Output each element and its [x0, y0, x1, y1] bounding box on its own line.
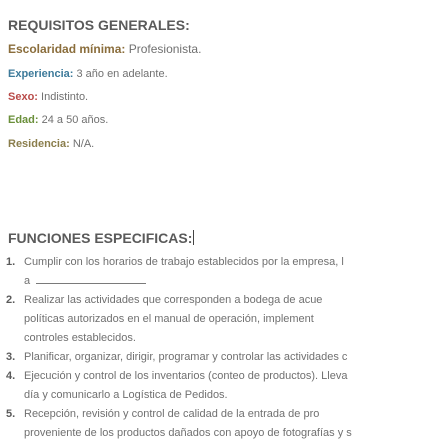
- list-item-number: 4.: [6, 370, 16, 382]
- list-item-number: 2.: [6, 294, 16, 306]
- list-item-text: día y comunicarlo a Logística de Pedidos.: [24, 389, 228, 401]
- list-item-text: Realizar las actividades que corresponden a bodega de acue: [24, 294, 323, 306]
- requirement-value: 3 año en adelante.: [76, 68, 168, 80]
- requirement-residence: [8, 138, 94, 150]
- list-item: [6, 291, 448, 348]
- requirement-label: Escolaridad mínima:: [8, 42, 126, 56]
- list-item: [6, 367, 448, 405]
- functions-list: [6, 253, 448, 443]
- list-item-text: Planificar, organizar, dirigir, programar y controlar las actividades c: [24, 351, 348, 363]
- requirement-value: N/A.: [72, 138, 95, 150]
- list-item-text: políticas autorizados en el manual de operación, implement: [24, 313, 314, 325]
- list-item-number: 1.: [6, 256, 16, 268]
- requirement-age: [8, 114, 108, 126]
- list-item-number: 3.: [6, 351, 16, 363]
- list-item-text: Ejecución y control de los inventarios (conteo de productos). Lleva: [24, 370, 348, 382]
- list-item-number: 5.: [6, 408, 16, 420]
- text-cursor: [193, 230, 194, 245]
- requirement-value: Profesionista.: [128, 42, 202, 56]
- list-item-text: proveniente de los productos dañados con apoyo de fotografías y s: [24, 427, 352, 439]
- requirement-education: [8, 42, 201, 56]
- requirement-value: Indistinto.: [41, 91, 89, 103]
- requirements-heading: REQUISITOS GENERALES:: [8, 17, 190, 33]
- requirement-label: Sexo:: [8, 91, 38, 103]
- requirement-label: Experiencia:: [8, 68, 74, 80]
- requirement-label: Edad:: [8, 114, 39, 126]
- requirement-sex: [8, 91, 88, 103]
- requirement-label: Residencia:: [8, 138, 70, 150]
- requirement-value: 24 a 50 años.: [41, 114, 109, 126]
- list-item-text: Cumplir con los horarios de trabajo establecidos por la empresa, l: [24, 256, 344, 268]
- list-item-text: controles establecidos.: [24, 332, 136, 344]
- functions-heading-text: FUNCIONES ESPECIFICAS:: [8, 230, 193, 246]
- requirement-experience: [8, 68, 168, 80]
- blank-underline: [36, 275, 146, 284]
- list-item: [6, 405, 448, 443]
- list-item-text: Recepción, revisión y control de calidad de la entrada de pro: [24, 408, 320, 420]
- list-item: [6, 253, 448, 291]
- list-item-text: a: [24, 275, 31, 287]
- functions-heading[interactable]: [8, 230, 194, 246]
- list-item: [6, 348, 448, 367]
- list-item-text-continued: [24, 272, 448, 291]
